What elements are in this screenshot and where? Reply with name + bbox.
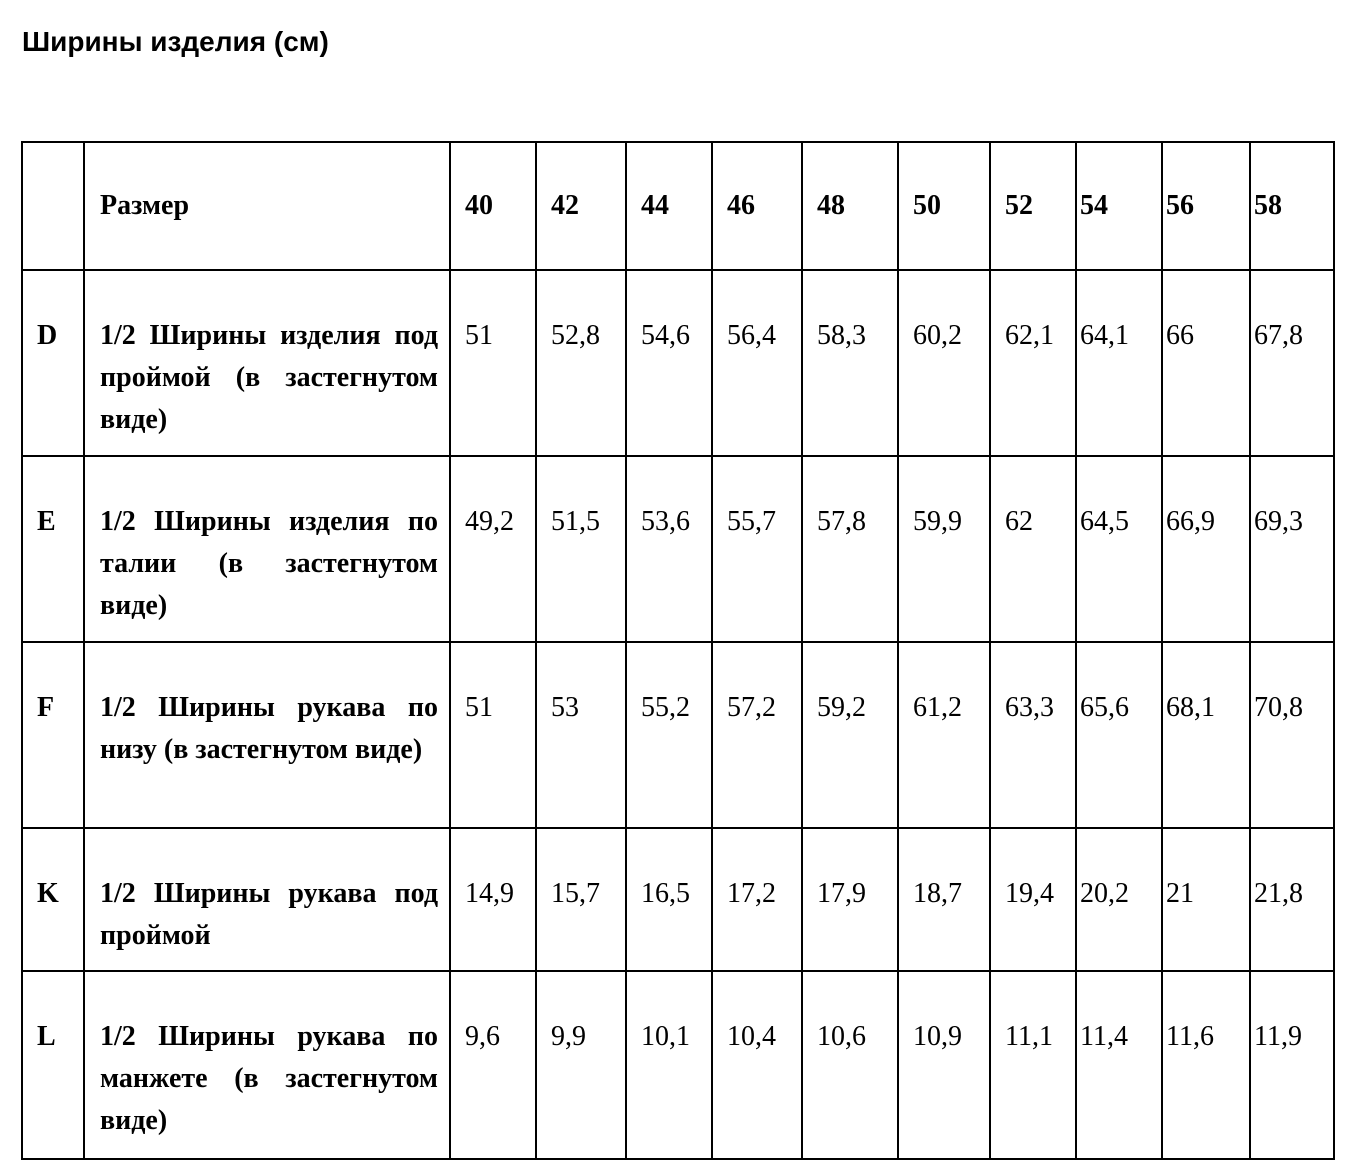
row-label-cell: 1/2 Ширины рукава по манжете (в застегнутом виде) [84, 971, 450, 1159]
value-cell: 16,5 [626, 828, 712, 971]
row-code-cell: F [22, 642, 84, 828]
value-cell: 9,9 [536, 971, 626, 1159]
value-cell: 51 [450, 642, 536, 828]
table-row [22, 456, 1334, 642]
row-code-cell: K [22, 828, 84, 971]
value-cell: 52,8 [536, 270, 626, 456]
value-cell: 55,7 [712, 456, 802, 642]
value-cell: 56,4 [712, 270, 802, 456]
value-cell: 21 [1162, 828, 1250, 971]
value-cell: 49,2 [450, 456, 536, 642]
value-cell: 58,3 [802, 270, 898, 456]
header-size-label: Размер [84, 142, 450, 270]
value-cell: 10,6 [802, 971, 898, 1159]
row-label-cell: 1/2 Ширины рукава по низу (в застегнутом виде) [84, 642, 450, 828]
size-table [21, 141, 1335, 1160]
value-cell: 59,9 [898, 456, 990, 642]
value-cell: 19,4 [990, 828, 1076, 971]
table-row [22, 270, 1334, 456]
value-cell: 11,4 [1076, 971, 1162, 1159]
value-cell: 64,5 [1076, 456, 1162, 642]
value-cell: 11,6 [1162, 971, 1250, 1159]
value-cell: 66 [1162, 270, 1250, 456]
value-cell: 65,6 [1076, 642, 1162, 828]
value-cell: 17,9 [802, 828, 898, 971]
value-cell: 21,8 [1250, 828, 1334, 971]
value-cell: 62,1 [990, 270, 1076, 456]
page-title: Ширины изделия (см) [22, 26, 329, 57]
header-size-cell: 46 [712, 142, 802, 270]
value-cell: 18,7 [898, 828, 990, 971]
value-cell: 68,1 [1162, 642, 1250, 828]
row-code-cell: L [22, 971, 84, 1159]
value-cell: 51,5 [536, 456, 626, 642]
row-label-cell: 1/2 Ширины изделия под проймой (в застегнутом виде) [84, 270, 450, 456]
value-cell: 17,2 [712, 828, 802, 971]
value-cell: 61,2 [898, 642, 990, 828]
table-header-row [22, 142, 1334, 270]
table-row [22, 971, 1334, 1159]
row-label-cell: 1/2 Ширины рукава под проймой [84, 828, 450, 971]
row-code-cell: D [22, 270, 84, 456]
header-size-cell: 42 [536, 142, 626, 270]
value-cell: 60,2 [898, 270, 990, 456]
value-cell: 70,8 [1250, 642, 1334, 828]
value-cell: 57,8 [802, 456, 898, 642]
header-code-cell [22, 142, 84, 270]
table-row [22, 828, 1334, 971]
header-size-cell: 44 [626, 142, 712, 270]
value-cell: 53,6 [626, 456, 712, 642]
value-cell: 54,6 [626, 270, 712, 456]
value-cell: 57,2 [712, 642, 802, 828]
table-row [22, 642, 1334, 828]
header-size-cell: 52 [990, 142, 1076, 270]
header-size-cell: 48 [802, 142, 898, 270]
value-cell: 15,7 [536, 828, 626, 971]
value-cell: 53 [536, 642, 626, 828]
value-cell: 10,9 [898, 971, 990, 1159]
value-cell: 69,3 [1250, 456, 1334, 642]
header-size-cell: 40 [450, 142, 536, 270]
row-label-cell: 1/2 Ширины изделия по талии (в застегнутом виде) [84, 456, 450, 642]
header-size-cell: 54 [1076, 142, 1162, 270]
header-size-cell: 50 [898, 142, 990, 270]
header-size-cell: 56 [1162, 142, 1250, 270]
value-cell: 14,9 [450, 828, 536, 971]
value-cell: 59,2 [802, 642, 898, 828]
value-cell: 10,1 [626, 971, 712, 1159]
header-size-cell: 58 [1250, 142, 1334, 270]
row-code-cell: E [22, 456, 84, 642]
value-cell: 20,2 [1076, 828, 1162, 971]
value-cell: 63,3 [990, 642, 1076, 828]
value-cell: 55,2 [626, 642, 712, 828]
value-cell: 64,1 [1076, 270, 1162, 456]
value-cell: 11,9 [1250, 971, 1334, 1159]
value-cell: 11,1 [990, 971, 1076, 1159]
value-cell: 66,9 [1162, 456, 1250, 642]
value-cell: 9,6 [450, 971, 536, 1159]
value-cell: 51 [450, 270, 536, 456]
value-cell: 67,8 [1250, 270, 1334, 456]
value-cell: 10,4 [712, 971, 802, 1159]
value-cell: 62 [990, 456, 1076, 642]
